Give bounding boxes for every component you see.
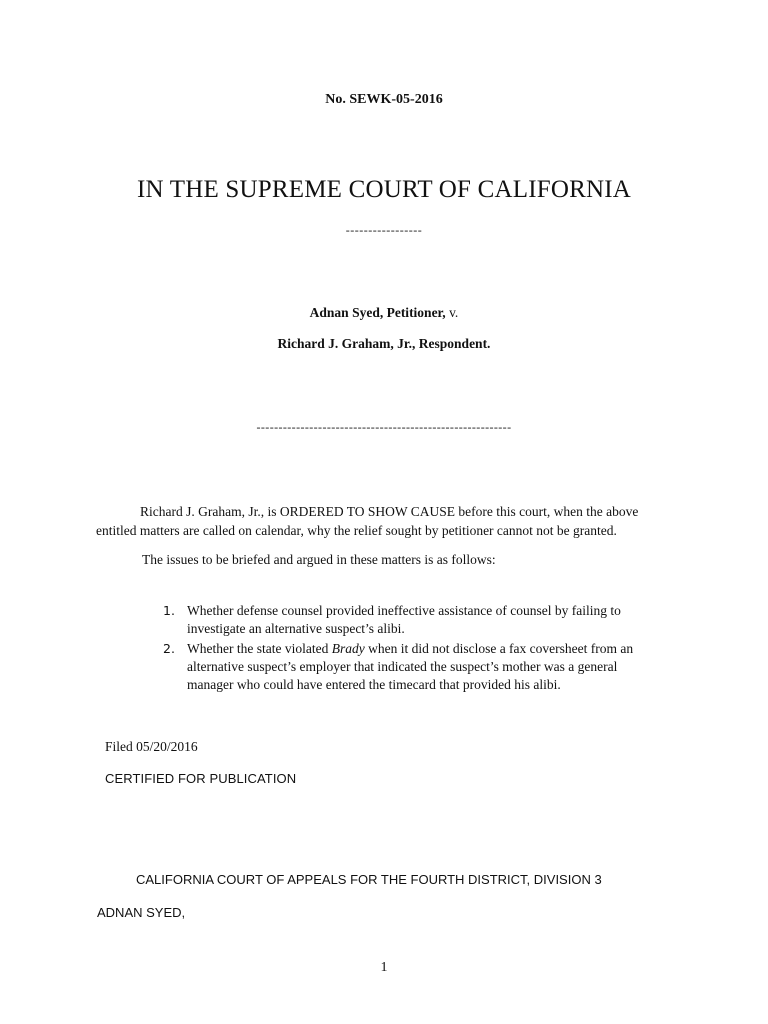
brady-case-name: Brady <box>331 641 365 656</box>
order-paragraph: Richard J. Graham, Jr., is ORDERED TO SHOW CAUSE before this court, when the above entitled matters are called on calendar, why the relief sought by petitioner cannot not be granted. <box>96 504 639 538</box>
petitioner-line <box>0 305 768 321</box>
issue-number: 1. <box>163 603 175 618</box>
issue-text-start: Whether the state violated <box>187 641 332 656</box>
party-name: ADNAN SYED, <box>97 905 186 920</box>
issue-number: 2. <box>163 641 175 656</box>
certified-label: CERTIFIED FOR PUBLICATION <box>105 771 297 786</box>
short-divider: ----------------- <box>345 223 423 237</box>
filed-date: Filed 05/20/2016 <box>105 739 198 754</box>
issue-item <box>163 640 643 694</box>
court-title: IN THE SUPREME COURT OF CALIFORNIA <box>136 176 631 203</box>
case-number: No. SEWK-05-2016 <box>325 92 443 107</box>
issue-item <box>163 602 643 638</box>
long-divider: ---------------------------------------------------------- <box>256 420 512 434</box>
respondent-line: Richard J. Graham, Jr., Respondent. <box>277 336 491 351</box>
versus-text: v. <box>445 305 459 320</box>
page-number: 1 <box>380 960 388 975</box>
issues-intro: The issues to be briefed and argued in these matters is as follows: <box>142 552 496 567</box>
issues-list <box>163 602 643 696</box>
appeals-court-heading: CALIFORNIA COURT OF APPEALS FOR THE FOURTH DISTRICT, DIVISION 3 <box>136 872 602 887</box>
issue-text-end: when it did not disclose a fax coversheet from an alternative suspect’s employer that indicated the suspect’s mother was a general manager who could have entered the timecard that provided his alibi. <box>187 641 634 692</box>
issue-text: Whether defense counsel provided ineffective assistance of counsel by failing to investigate an alternative suspect’s alibi. <box>187 603 621 636</box>
petitioner-name: Adnan Syed, Petitioner, <box>309 305 446 320</box>
